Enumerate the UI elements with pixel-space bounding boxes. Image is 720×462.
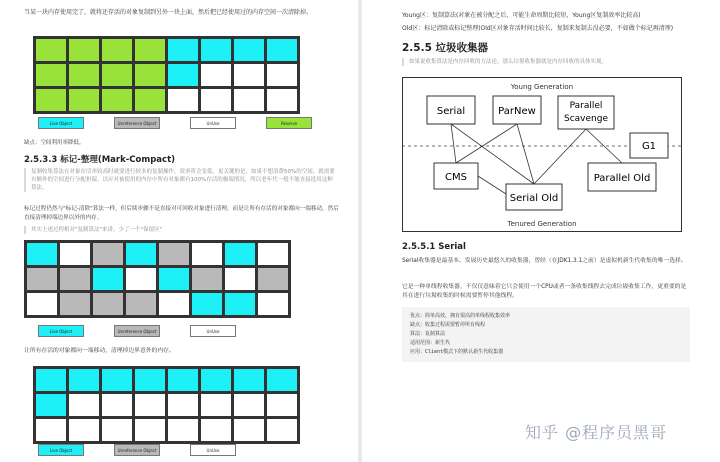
memory-cell-gray xyxy=(192,268,222,290)
memory-cell-cyan xyxy=(201,369,231,391)
memory-cell-cyan xyxy=(234,369,264,391)
label-g1: G1 xyxy=(641,141,657,152)
code-line: 缺点：收集过程需要暂停所有线程 xyxy=(410,322,486,328)
memory-cell-cyan xyxy=(225,243,255,265)
memory-cell-cyan xyxy=(267,39,297,61)
legend-copy xyxy=(38,117,312,129)
code-line: 算法：复制算法 xyxy=(410,331,446,337)
memory-cell-cyan xyxy=(36,394,66,416)
box-g1 xyxy=(630,133,668,158)
memory-cell-green xyxy=(102,39,132,61)
legend-item: Reserve xyxy=(266,117,312,129)
memory-cell-cyan xyxy=(168,369,198,391)
memory-cell-green xyxy=(135,89,165,111)
memory-cell-white xyxy=(234,64,264,86)
memory-cell-white xyxy=(69,394,99,416)
memory-cell-white xyxy=(258,243,288,265)
memory-cell-gray xyxy=(126,293,156,315)
memory-cell-cyan xyxy=(168,39,198,61)
memory-cell-gray xyxy=(27,268,57,290)
legend-item: Unreference Object xyxy=(114,325,160,337)
memory-cell-white xyxy=(168,89,198,111)
memory-cell-cyan xyxy=(69,369,99,391)
memory-cell-gray xyxy=(60,268,90,290)
box-serial-old xyxy=(506,184,562,210)
memory-cell-cyan xyxy=(192,293,222,315)
memory-cell-gray xyxy=(93,293,123,315)
label-serial: Serial xyxy=(436,106,466,117)
code-line: 优点：简单高效，拥有很高的单线程收集效率 xyxy=(410,313,511,319)
memory-cell-green xyxy=(135,39,165,61)
memory-grid-before-compact xyxy=(24,240,291,318)
memory-cell-green xyxy=(69,64,99,86)
memory-cell-white xyxy=(267,89,297,111)
memory-cell-white xyxy=(267,394,297,416)
legend-item: Unreference Object xyxy=(114,444,160,456)
legend-item: Live Object xyxy=(38,444,84,456)
memory-cell-cyan xyxy=(234,39,264,61)
memory-cell-gray xyxy=(258,268,288,290)
svg-text:Scavenge: Scavenge xyxy=(564,114,608,124)
memory-cell-green xyxy=(135,64,165,86)
memory-cell-cyan xyxy=(168,64,198,86)
legend-item: UnUse xyxy=(190,444,236,456)
code-line: 应用：Client模式下的默认新生代收集器 xyxy=(410,349,504,355)
memory-cell-cyan xyxy=(135,369,165,391)
memory-cell-green xyxy=(36,89,66,111)
memory-cell-green xyxy=(36,39,66,61)
legend-item: UnUse xyxy=(190,325,236,337)
intro-text: 当某一块内存使用完了，就将还存活的对象复制到另外一块上面，然后把已经使用过的内存空间一次清除掉。 xyxy=(24,9,313,16)
memory-cell-cyan xyxy=(267,369,297,391)
legend-before xyxy=(38,325,236,337)
memory-cell-white xyxy=(102,419,132,441)
box-parallel-scavenge xyxy=(558,96,614,129)
memory-cell-cyan xyxy=(36,369,66,391)
label-parallel-old: Parallel Old xyxy=(593,173,651,184)
memory-cell-white xyxy=(267,419,297,441)
mark-compact-paragraph: 标记过程仍然与"标记-清除"算法一样，但后续步骤不是直接对可回收对象进行清理，而是让所有存活的对象都向一端移动，然后直接清理掉端边界以外的内存。 xyxy=(24,206,339,221)
memory-cell-white xyxy=(168,394,198,416)
quote-block-gc: 如果说收集算法是内存回收的方法论，那么垃圾收集器就是内存回收的具体实现。 xyxy=(402,58,689,66)
svg-text:Parallel: Parallel xyxy=(569,101,603,111)
memory-cell-gray xyxy=(60,293,90,315)
young-generation-label: Young Generation xyxy=(510,83,574,91)
memory-grid-copy xyxy=(33,36,300,114)
memory-cell-white xyxy=(60,243,90,265)
memory-cell-cyan xyxy=(159,268,189,290)
memory-cell-gray xyxy=(159,243,189,265)
memory-cell-green xyxy=(69,89,99,111)
tenured-generation-label: Tenured Generation xyxy=(507,220,577,228)
section-heading-serial: 2.5.5.1 Serial xyxy=(402,242,466,252)
memory-cell-gray xyxy=(93,243,123,265)
quote-block-2: 其实上述过程相对"复制算法"来讲，少了一个"保留区" xyxy=(24,226,336,234)
old-text: Old区：标记清除或标记整理(Old区对象存活时间比较长，复制来复制去没必要，不如做个标记再清理) xyxy=(402,25,674,32)
right-page xyxy=(362,0,720,462)
label-serial-old: Serial Old xyxy=(509,193,559,204)
memory-cell-white xyxy=(69,419,99,441)
compact-result-text: 让所有存活的对象都向一端移动，清理掉边界意外的内存。 xyxy=(24,348,175,354)
memory-cell-cyan xyxy=(102,369,132,391)
memory-cell-white xyxy=(201,89,231,111)
legend-item: Live Object xyxy=(38,117,84,129)
serial-summary-code xyxy=(402,307,690,362)
young-text: Young区：复制算法(对象在被分配之后，可能生命周期比较短，Young区复制效率比较高) xyxy=(402,12,641,19)
memory-cell-cyan xyxy=(93,268,123,290)
section-heading-gc: 2.5.5 垃圾收集器 xyxy=(402,42,489,54)
memory-cell-white xyxy=(192,243,222,265)
memory-cell-white xyxy=(267,64,297,86)
memory-cell-white xyxy=(126,268,156,290)
memory-cell-white xyxy=(201,419,231,441)
memory-cell-cyan xyxy=(201,39,231,61)
memory-cell-cyan xyxy=(126,243,156,265)
memory-cell-cyan xyxy=(225,293,255,315)
memory-cell-cyan xyxy=(27,243,57,265)
memory-cell-white xyxy=(159,293,189,315)
legend-item: Live Object xyxy=(38,325,84,337)
legend-after xyxy=(38,444,236,456)
memory-cell-green xyxy=(102,89,132,111)
drawback-text: 缺点：空间利用率降低。 xyxy=(24,140,85,146)
box-serial xyxy=(427,96,475,124)
memory-cell-white xyxy=(168,419,198,441)
serial-paragraph-2: 它是一种单线程收集器，不仅仅意味着它只会使用一个CPU或者一条收集线程去完成垃圾收集工作，更重要的是其在进行垃圾收集的时候需要暂停其他线程。 xyxy=(402,284,687,299)
section-heading-mark-compact: 2.5.3.3 标记-整理(Mark-Compact) xyxy=(24,155,176,165)
legend-item: Unreference Object xyxy=(114,117,160,129)
memory-cell-white xyxy=(234,89,264,111)
memory-cell-white xyxy=(234,394,264,416)
code-line: 适用范围：新生代 xyxy=(410,340,451,346)
box-cms xyxy=(434,163,478,189)
box-parallel-old xyxy=(588,163,656,191)
memory-cell-white xyxy=(225,268,255,290)
memory-cell-white xyxy=(258,293,288,315)
memory-cell-green xyxy=(69,39,99,61)
legend-item: UnUse xyxy=(190,117,236,129)
memory-cell-white xyxy=(36,419,66,441)
box-parnew xyxy=(493,96,541,124)
memory-cell-white xyxy=(201,64,231,86)
zhihu-watermark: 知乎 @程序员黑哥 xyxy=(525,423,668,442)
memory-cell-white xyxy=(135,394,165,416)
memory-cell-green xyxy=(36,64,66,86)
memory-grid-after-compact xyxy=(33,366,300,444)
memory-cell-white xyxy=(27,293,57,315)
gc-collectors-diagram xyxy=(402,77,682,232)
memory-cell-white xyxy=(102,394,132,416)
left-page xyxy=(0,0,358,462)
memory-cell-white xyxy=(135,419,165,441)
memory-cell-white xyxy=(201,394,231,416)
memory-cell-green xyxy=(102,64,132,86)
memory-cell-white xyxy=(234,419,264,441)
quote-block-1: 复制收集算法在对象存活率较高时就要进行较多的复制操作，效率将会变低。更关键的是，如果不想浪费50%的空间，就需要有额外的空间进行分配担保，以应对被使用的内存中所有对象都有100%存活的极端情况，所以老年代一般不能直接选用这种算法。 xyxy=(24,168,336,192)
serial-paragraph-1: Serial收集器是最基本、发展历史最悠久的收集器，曾经（在JDK1.3.1之前）是虚拟机新生代收集的唯一选择。 xyxy=(402,258,687,264)
label-cms: CMS xyxy=(445,172,467,183)
label-parnew: ParNew xyxy=(498,106,536,117)
